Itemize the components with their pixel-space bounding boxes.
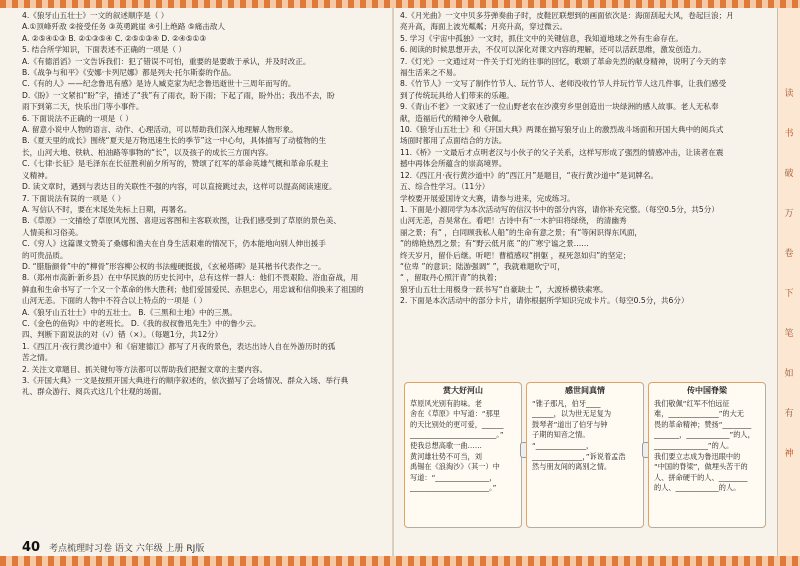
text-line: 五、综合性学习。（11分） [400, 182, 490, 192]
card-text [527, 397, 643, 475]
text-line: 2. 下面是本次活动中的部分卡片，请你根据所学知识完成卡片。（每空0.5分，共6分） [400, 296, 689, 306]
text-line: 的可贵品质。 [22, 250, 68, 260]
text-line: 终天岁月，留仆后继。听吧！曹植感叹“捐躯 ，视死忽如归”的坚定； [400, 250, 631, 260]
text-line: C.《金色的鱼钩》中的老班长。 D.《我的叔叔鲁迅先生》中的鲁少云。 [22, 318, 261, 328]
text-line: 山河无恙，吾昊常在。看吧！古诗中有“一木护田将绿绕， 的清幽秀 [400, 216, 627, 226]
text-line: 1.《西江月·夜行黄沙道中》和《宿建德江》都写了月夜的景色，表达出诗人自在外游历时的孤 [22, 341, 336, 351]
top-border [0, 0, 800, 8]
text-line: 撼中再体会所蕴含的崇高境界。 [400, 159, 507, 169]
side-motto-strip [777, 8, 800, 556]
text-line: 义精神。 [22, 170, 53, 180]
text-line: 使我总想高歌一曲…… [410, 440, 482, 450]
text-line: A.①顶峰歼敌 ②接受任务 ③英勇跳崖 ④引上绝路 ⑤痛击敌人 [22, 22, 226, 32]
text-line: _______，____________”的人， [654, 430, 755, 440]
text-line: 11.《桥》一文最后才点明老汉与小伙子的父子关系，这样写形成了强烈的情感冲击，让读者在震 [400, 147, 724, 157]
card-friendship [526, 382, 644, 528]
text-line: A.《有德滔滔》一文告诉我们：犯了错误不可怕，重要的是要敢于承认，并及时改正。 [22, 56, 311, 66]
text-line: 山河无恙。下面的人物中不符合以上特点的一项是（ ） [22, 296, 207, 306]
footer-text: 考点梳理时习卷 语文 六年级 上册 RJ版 [48, 544, 205, 554]
card-backbone [648, 382, 766, 528]
text-line: C.《七律·长征》是毛泽东在长征胜利前夕所写的，赞颂了红军的革命英雄气概和革命乐观主 [22, 159, 329, 169]
card-text [405, 397, 521, 496]
text-line: 难，______________”的大无 [654, 409, 744, 419]
card-title: 感世间真情 [565, 386, 605, 395]
text-line: 人情美和习俗美。 [22, 227, 83, 237]
text-line: ______，以为世无足复为 [532, 409, 612, 419]
side-char: 如 [784, 369, 794, 379]
text-line: B.《夏天里的成长》围绕“夏天是万物迅速生长的季节”这一中心句，具体描写了动植物的生 [22, 136, 327, 146]
text-line: 6. 下面说法不正确的一项是（ ） [22, 113, 133, 123]
text-line: 的天比别处的更可爱，______ [410, 419, 504, 429]
text-line: 草原风光别有韵味。老 [410, 398, 482, 408]
text-line: 12.《西江月·夜行黄沙道中》的“西江月”是题目，“夜行黄沙道中”是词牌名。 [400, 170, 659, 180]
text-line: A. 留意小说中人物的语言、动作、心理活动，可以帮助我们深入地理解人物形象。 [22, 125, 298, 135]
text-line: B.《战争与和平》《安娜·卡列尼娜》都是列夫·托尔斯泰的作品。 [22, 68, 236, 78]
text-line: 人、拼命硬干的人、________ [654, 472, 748, 482]
text-line: D. “腊脂颜骨”中的“柳骨”形容柳公权的书法瘦硬挺拔，《玄秘塔碑》是其楷书代表作之一。 [22, 261, 326, 271]
footer [22, 540, 204, 555]
text-line: 1. 下面是小源同学为本次活动写的信汉书中的部分内容，请你补充完整。（每空0.5分，共5分） [400, 204, 719, 214]
card-title: 赏大好河山 [443, 386, 483, 395]
text-line: _______________”的人。 [654, 440, 734, 450]
text-line: 9.《青山不老》一文叙述了一位山野老农在沙漠穷乡里创造出一块绿洲的感人故事。老人无私奉 [400, 102, 719, 112]
side-char: 读 [784, 89, 794, 99]
text-line: “锥子那凡，伯牙____ [532, 398, 601, 408]
text-line: 5. 学习《宇宙中孤独》一文时，抓住文中的关键信息，我知道地球之外有生命存在。 [400, 33, 684, 43]
text-line: 写道：“_______________， [410, 472, 497, 482]
text-line: 福生活来之不易。 [400, 68, 461, 78]
card-text [649, 397, 765, 496]
text-line: D. 读文章时，遇到与表达目的关联性不强的内容，可以直接跳过去，这样可以提高阅读速度。 [22, 182, 337, 192]
text-line: 鲜血和生命书写了一个又一个革命的伟大胜利；他们爱国爱民、赤胆忠心，用忠诚和信仰换来了祖国的 [22, 284, 364, 294]
text-line: 雨下到第二天，快乐出门等小事件。 [22, 102, 144, 112]
text-line: ”的绵艳热烈之景；有“野云低月底 ”的广寒宁谧之景…… [400, 239, 589, 249]
side-char: 笔 [784, 329, 794, 339]
text-line: 7. 下面说法有误的一项是（ ） [22, 193, 126, 203]
text-line: 黄河雄壮势不可当，刘 [410, 451, 482, 461]
text-line: D.《盼》一文紧扣“盼”字，描述了“我”有了雨衣，盼下雨；下起了雨，盼外出；我出不去，盼 [22, 90, 335, 100]
side-char: 书 [784, 129, 794, 139]
left-page [22, 10, 388, 538]
text-line: ______________________。” [410, 483, 497, 493]
side-char: 下 [784, 289, 794, 299]
text-line: 长，山河大地、铁轨、柏油路等事物的“长”，以及孩子的成长三方面内容。 [22, 147, 273, 157]
text-line: 亮升高，海面上波光粼粼；月亮升高，穿过微云。 [400, 22, 568, 32]
text-line: A. 写信认不时，要在末尾处先标上日期，再署名。 [22, 204, 192, 214]
text-line: 鼓琴者”道出了伯牙与钟 [532, 419, 608, 429]
right-page-text [400, 10, 772, 307]
text-line: “ ，留取丹心照汗青”的执着； [400, 273, 502, 283]
text-line: 10.《狼牙山五壮士》和《开国大典》两课在描写狼牙山上的激烈战斗场面和开国大典中的阅兵式 [400, 125, 724, 135]
text-line: 丽之景；有“ ，白同顾我私人船”的生命有意之景；有“等闲识得东风面， [400, 227, 643, 237]
text-line: 3.《开国大典》一文是按照开国大典进行的顺序叙述的，依次描写了会场情况、群众入场、举行典 [22, 376, 349, 385]
side-char: 卷 [784, 249, 794, 259]
side-char: 破 [784, 169, 794, 179]
text-line: 6. 阅读的时候思想开去，不仅可以深化对课文内容的理解，还可以活跃思维，激发创造力。 [400, 45, 706, 55]
text-line: 7.《灯光》一文通过对一件关于灯光的往事的回忆，歌颂了革命先烈的献身精神，说明了今天的幸 [400, 56, 727, 66]
text-line: 子期的知音之情。 [532, 430, 590, 440]
text-line: 的人、____________的人。 [654, 483, 741, 493]
side-char: 神 [784, 449, 794, 459]
right-page [400, 10, 772, 538]
text-line: A. ②⑤④①③ B. ②①③⑤④ C. ②⑤①③④ D. ②④⑤①③ [22, 33, 207, 43]
text-line: C.《穷人》这篇课文赞美了桑娜和渔夫在自身生活艰难的情况下，仍本能地向别人伸出援手 [22, 239, 326, 249]
text-line: 献，造福后代的精神令人敬佩。 [400, 113, 507, 123]
card-row [400, 382, 772, 530]
text-line: 2. 关注文章题目、抓关键句等方法都可以帮助我们把握文章的主要内容。 [22, 364, 268, 374]
card-title: 传中国脊梁 [687, 386, 727, 395]
text-line: B.《草原》一文描绘了草原风光图、喜迎远客图和主客联欢图，让我们感受到了草原的景色美、 [22, 216, 341, 226]
text-line: ______________，”诉说着孟浩 [532, 451, 626, 461]
text-line: 5. 结合所学知识，下面表述不正确的一项是（ ） [22, 45, 186, 55]
text-line: “中国的脊梁”，做埋头苦干的 [654, 462, 748, 472]
text-line: 然与朋友间的离别之情。 [532, 462, 612, 472]
text-line: 畏的革命精神；赞扬“________ [654, 419, 752, 429]
text-line: 4.《狼牙山五壮士》一文的叙述顺序是（ ） [22, 11, 169, 20]
text-line: 狼牙山五壮士用极身一跃书写“自豪缺士 ”，大渡桥横铁索寒。 [400, 284, 608, 294]
text-line: “______________， [532, 440, 594, 450]
text-line: 四、判断下面说法的对（√）错（×）。（每题1分，共12分） [22, 330, 223, 340]
text-line: 禹锡在《浪淘沙》（其一）中 [410, 462, 500, 472]
side-char: 万 [784, 209, 794, 219]
text-line: 到了传统玩具给人们带来的乐趣。 [400, 90, 514, 100]
text-line: 我们敬佩“红军不怕远征 [654, 398, 730, 408]
text-line: 8.《竹节人》一文写了制作竹节人、玩竹节人、老师没收竹节人并玩竹节人这几件事，让我们感受 [400, 79, 727, 89]
side-char: 有 [784, 409, 794, 419]
text-line: A.《狼牙山五壮士》中的五壮士。 B.《三黑和土地》中的三黑。 [22, 307, 237, 317]
text-line: 学校要开展爱国诗文大赛，请参与进来，完成练习。 [400, 193, 575, 203]
text-line: 我们要立志成为鲁迅眼中的 [654, 451, 741, 461]
card-landscape [404, 382, 522, 528]
bottom-border [0, 556, 800, 566]
text-line: 8.（郑州市高新·新乡县）在中华民族的历史长河中，总有这样一群人：他们不畏艰险、浴血奋战，用 [22, 273, 359, 283]
text-line: 苦之情。 [22, 353, 53, 363]
text-line: 场面时都用了点面结合的方法。 [400, 136, 507, 146]
page-gutter [392, 8, 394, 556]
text-line: ________________________。” [410, 430, 504, 440]
text-line: C.《有的人》——纪念鲁迅有感》是诗人臧克家为纪念鲁迅逝世十三周年而写的。 [22, 79, 296, 89]
text-line: 礼、群众游行、阅兵式这几个壮观的场面。 [22, 387, 167, 397]
text-line: “位卑 ”的意识；陆游强调“ ”，我就难题吹宁可， [400, 261, 565, 271]
text-line: 舍在《草原》中写道：“那里 [410, 409, 500, 419]
page-number: 40 [22, 540, 41, 555]
text-line: 4.《月光曲》一文中贝多芬弹奏曲子时，皮鞋匠联想到的画面依次是：海面刮起大风，卷起巨浪；月 [400, 11, 734, 20]
